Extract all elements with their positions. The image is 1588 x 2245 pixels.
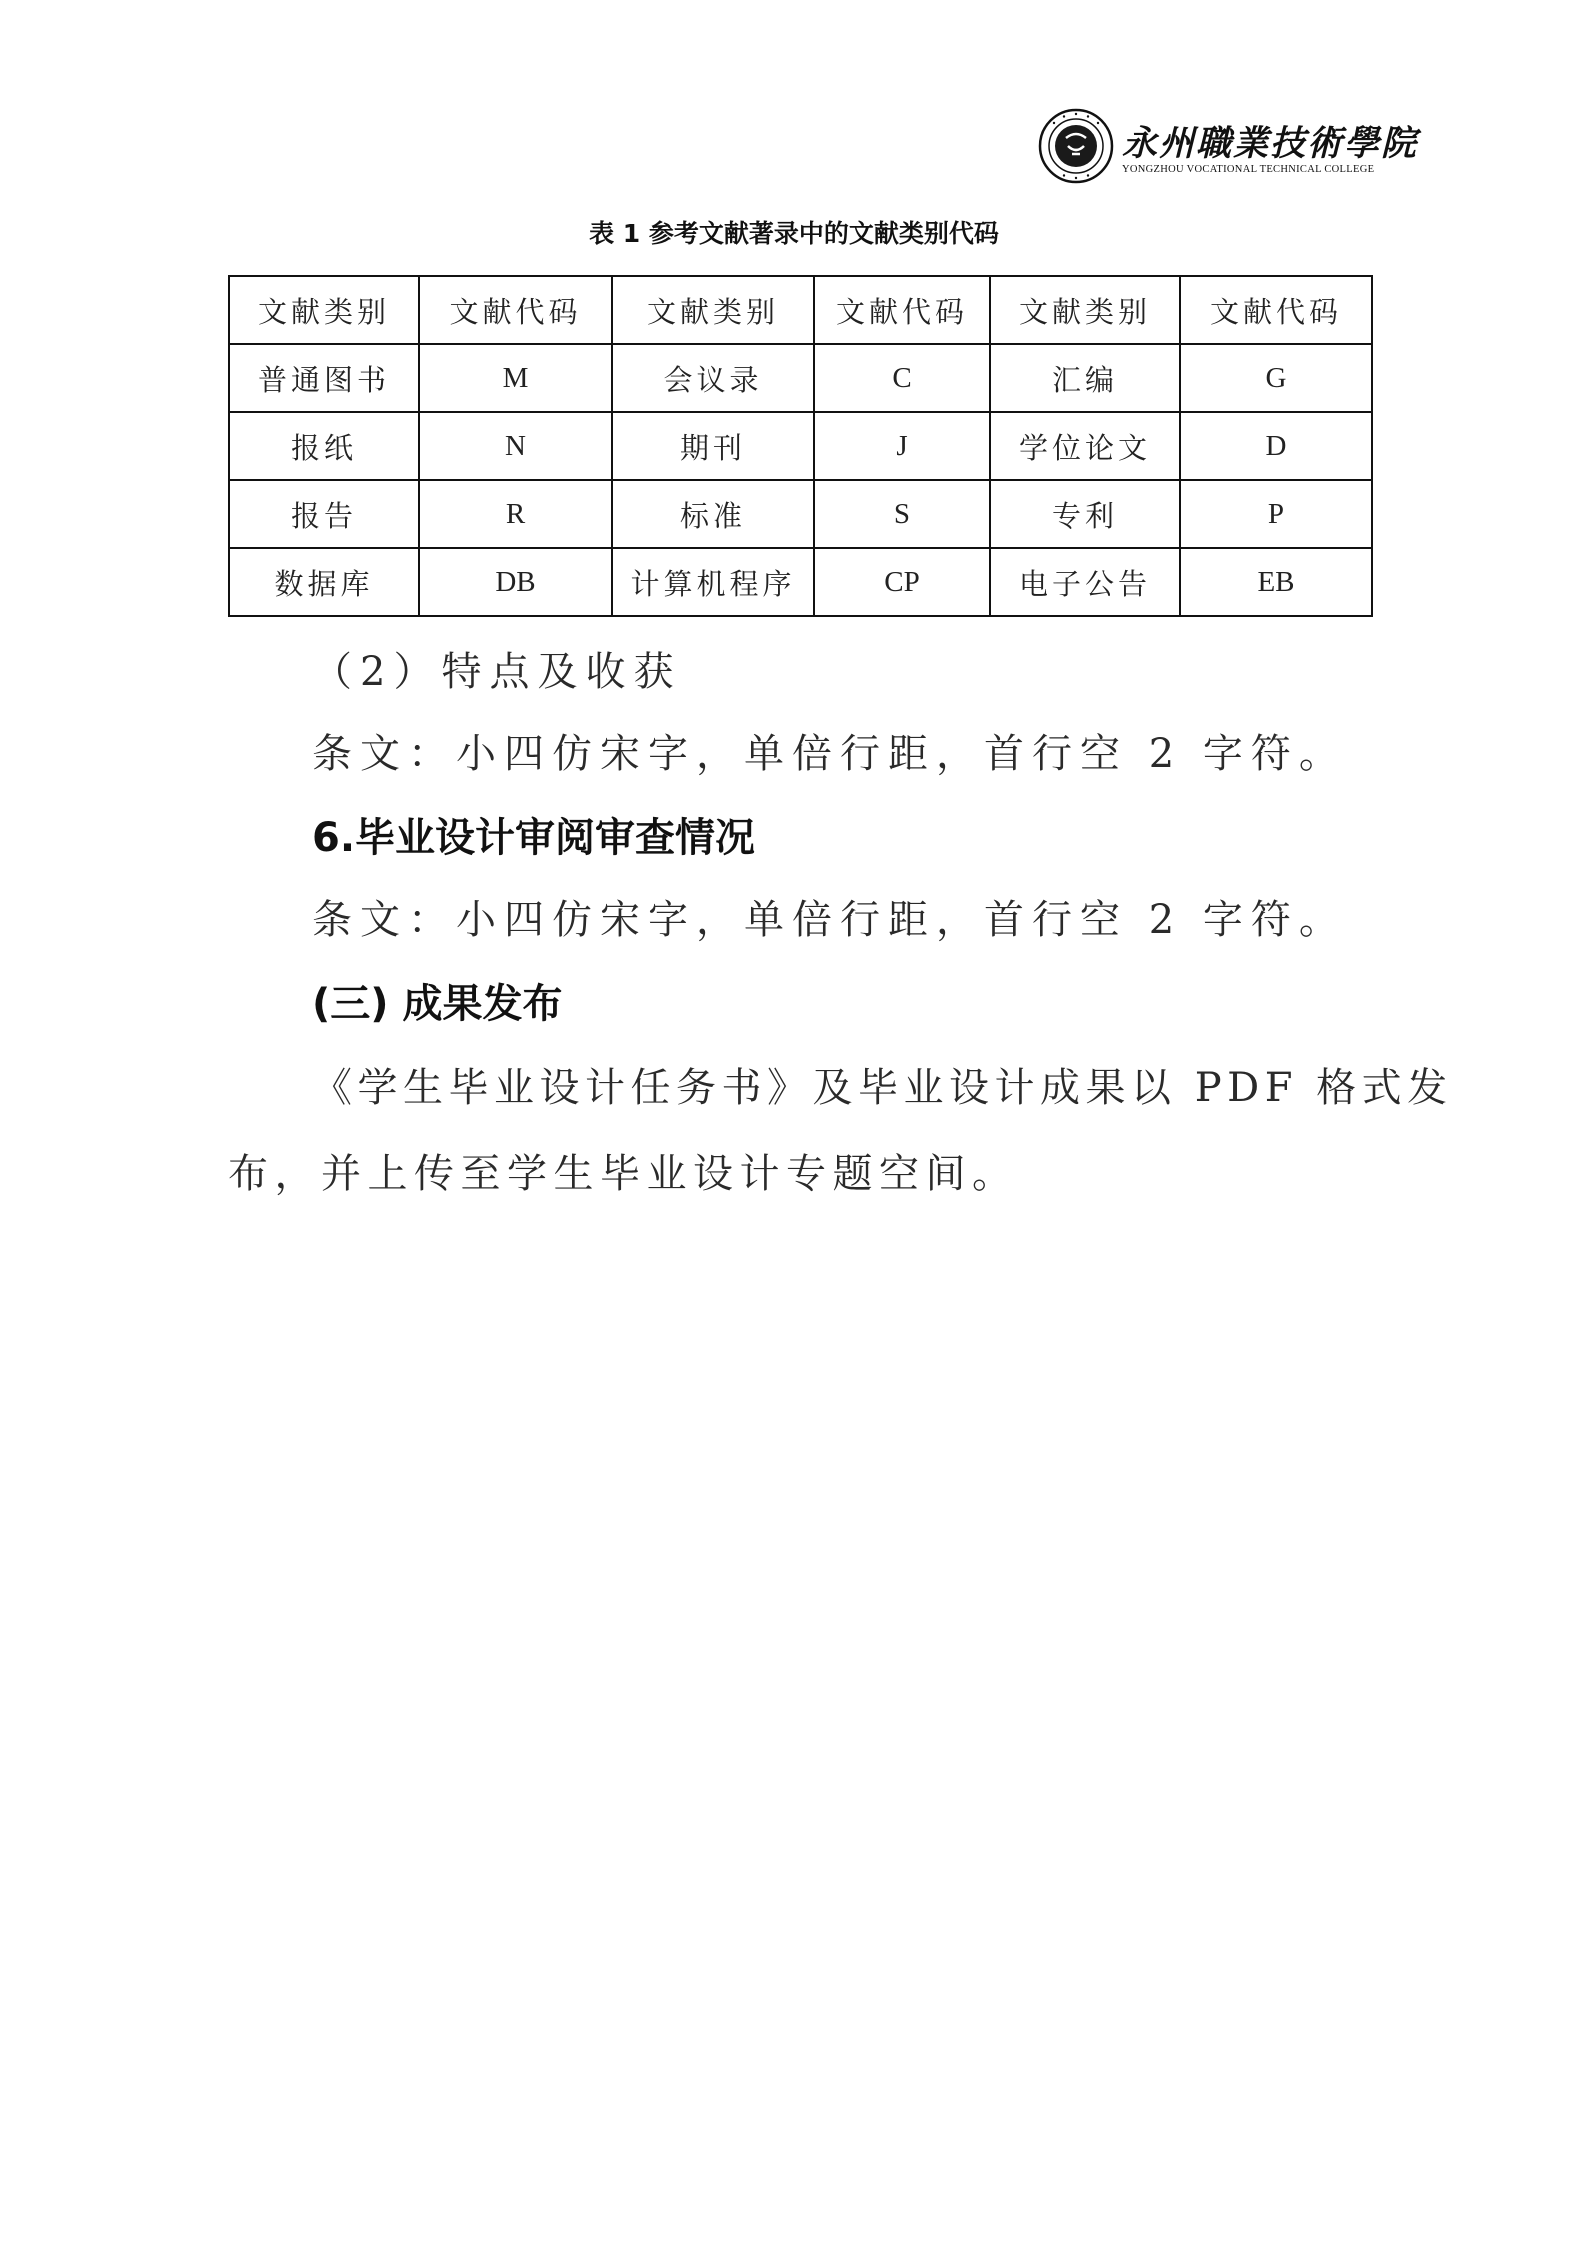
- table-row: [229, 480, 1372, 548]
- table-cell: DB: [419, 548, 612, 616]
- college-name-english: YONGZHOU VOCATIONAL TECHNICAL COLLEGE: [1122, 164, 1375, 175]
- body-text: 条文：小四仿宋字，单倍行距，首行空 2 字符。: [312, 731, 1347, 777]
- table-cell: C: [814, 344, 990, 412]
- table-cell: G: [1180, 344, 1372, 412]
- table-cell: 专利: [990, 480, 1180, 548]
- table-row: [229, 344, 1372, 412]
- table-cell: 电子公告: [990, 548, 1180, 616]
- table-header-cell: 文献代码: [419, 276, 612, 344]
- section-heading-publish: (三) 成果发布: [312, 981, 563, 1027]
- table-cell: D: [1180, 412, 1372, 480]
- college-logo: [1038, 108, 1419, 184]
- body-text: 布，并上传至学生毕业设计专题空间。: [228, 1151, 1019, 1197]
- table-cell: 普通图书: [229, 344, 419, 412]
- table-cell: R: [419, 480, 612, 548]
- body-text: 《学生毕业设计任务书》及毕业设计成果以 PDF 格式发: [312, 1065, 1453, 1111]
- college-seal-icon: [1038, 108, 1114, 184]
- sub-heading-features: （2）特点及收获: [312, 649, 682, 695]
- body-text: 条文：小四仿宋字，单倍行距，首行空 2 字符。: [312, 897, 1347, 943]
- table-cell: M: [419, 344, 612, 412]
- table-cell: 计算机程序: [612, 548, 814, 616]
- table-cell: 汇编: [990, 344, 1180, 412]
- table-cell: N: [419, 412, 612, 480]
- table-cell: 标准: [612, 480, 814, 548]
- table-cell: EB: [1180, 548, 1372, 616]
- section-heading-review: 6.毕业设计审阅审查情况: [312, 815, 756, 861]
- table-header-cell: 文献代码: [1180, 276, 1372, 344]
- table-cell: 数据库: [229, 548, 419, 616]
- table-header-cell: 文献类别: [612, 276, 814, 344]
- table-header-cell: 文献类别: [990, 276, 1180, 344]
- table-caption: 表 1 参考文献著录中的文献类别代码: [589, 219, 999, 248]
- table-cell: 报纸: [229, 412, 419, 480]
- table-cell: J: [814, 412, 990, 480]
- table-header-row: [229, 276, 1372, 344]
- table-cell: 会议录: [612, 344, 814, 412]
- college-name: 永州職業技術學院: [1122, 123, 1419, 164]
- table-row: [229, 548, 1372, 616]
- table-cell: 学位论文: [990, 412, 1180, 480]
- table-row: [229, 412, 1372, 480]
- table-cell: P: [1180, 480, 1372, 548]
- table-header-cell: 文献类别: [229, 276, 419, 344]
- table-cell: 报告: [229, 480, 419, 548]
- table-cell: CP: [814, 548, 990, 616]
- table-cell: S: [814, 480, 990, 548]
- table-cell: 期刊: [612, 412, 814, 480]
- table-header-cell: 文献代码: [814, 276, 990, 344]
- reference-type-table: [228, 275, 1373, 617]
